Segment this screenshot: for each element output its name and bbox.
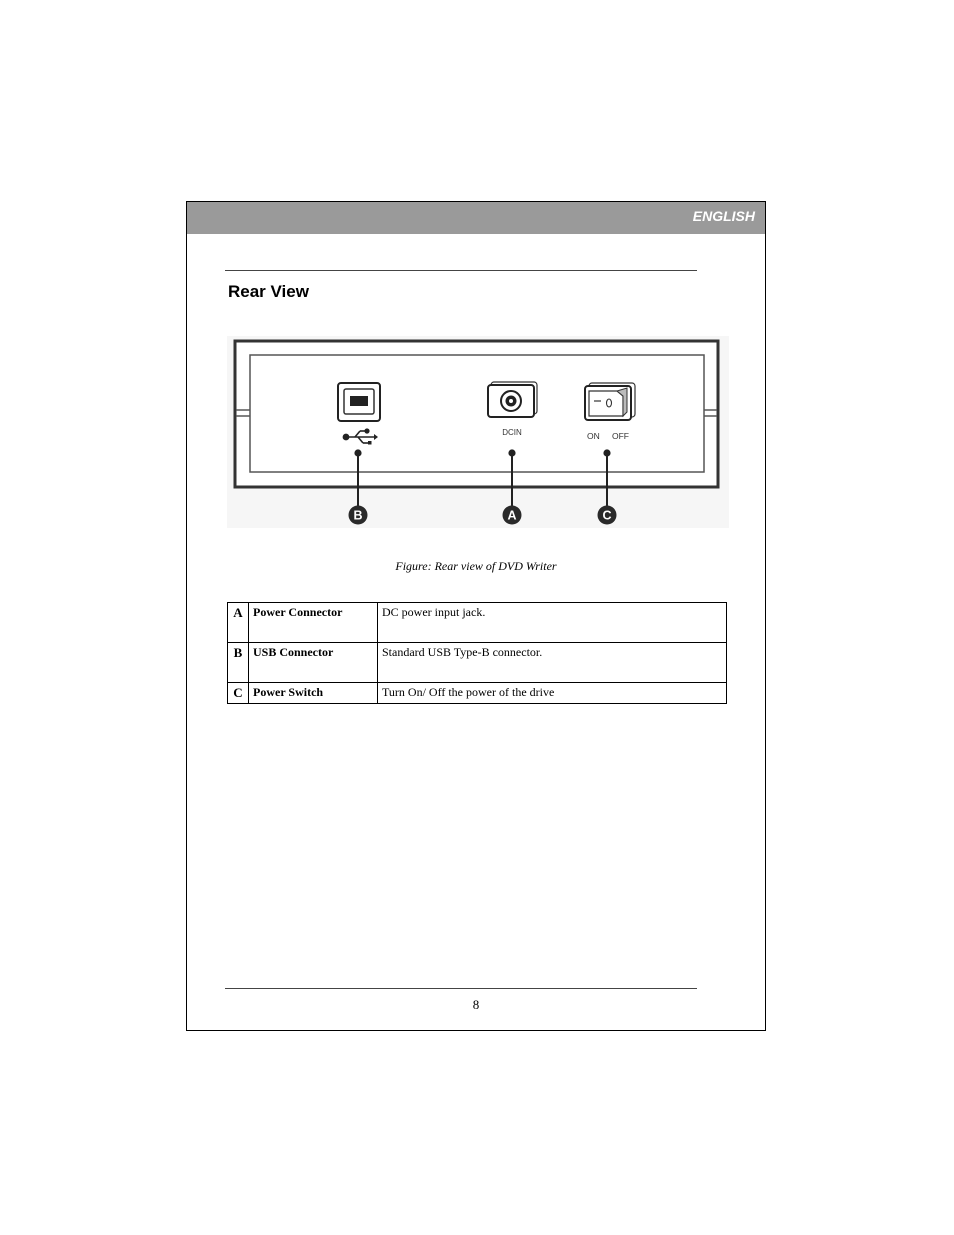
bottom-divider	[225, 988, 697, 989]
callout-dot-c	[603, 449, 610, 456]
table-row	[228, 603, 727, 643]
usb-type-b-port-icon	[338, 383, 380, 421]
top-divider	[225, 270, 697, 271]
callout-letter-c: C	[602, 508, 612, 523]
dc-in-label: DCIN	[502, 428, 522, 437]
page-frame	[186, 201, 766, 1031]
section-title: Rear View	[228, 282, 309, 301]
part-name: USB Connector	[249, 643, 378, 683]
rear-panel-diagram	[227, 336, 729, 528]
rocker-switch-icon	[585, 383, 635, 420]
rear-view-figure	[227, 336, 729, 528]
callout-dot-b	[354, 449, 361, 456]
part-name: Power Connector	[249, 603, 378, 643]
part-description: DC power input jack.	[378, 603, 727, 643]
part-description: Standard USB Type-B connector.	[378, 643, 727, 683]
language-label: ENGLISH	[692, 208, 755, 224]
part-letter: A	[228, 603, 249, 643]
dc-jack-icon	[488, 382, 537, 417]
table-row	[228, 683, 727, 704]
part-name: Power Switch	[249, 683, 378, 704]
header-bar	[187, 202, 765, 234]
rear-panel-inner	[250, 355, 704, 472]
part-letter: B	[228, 643, 249, 683]
callout-letter-a: A	[507, 508, 517, 523]
part-description: Turn On/ Off the power of the drive	[378, 683, 727, 704]
page-number: 8	[472, 997, 480, 1012]
callout-dot-a	[508, 449, 515, 456]
parts-table	[227, 602, 727, 704]
switch-on-label: ON	[587, 431, 600, 441]
table-row	[228, 643, 727, 683]
part-letter: C	[228, 683, 249, 704]
figure-caption: Figure: Rear view of DVD Writer	[395, 559, 557, 573]
switch-off-label: OFF	[612, 431, 629, 441]
callout-letter-b: B	[353, 508, 363, 523]
